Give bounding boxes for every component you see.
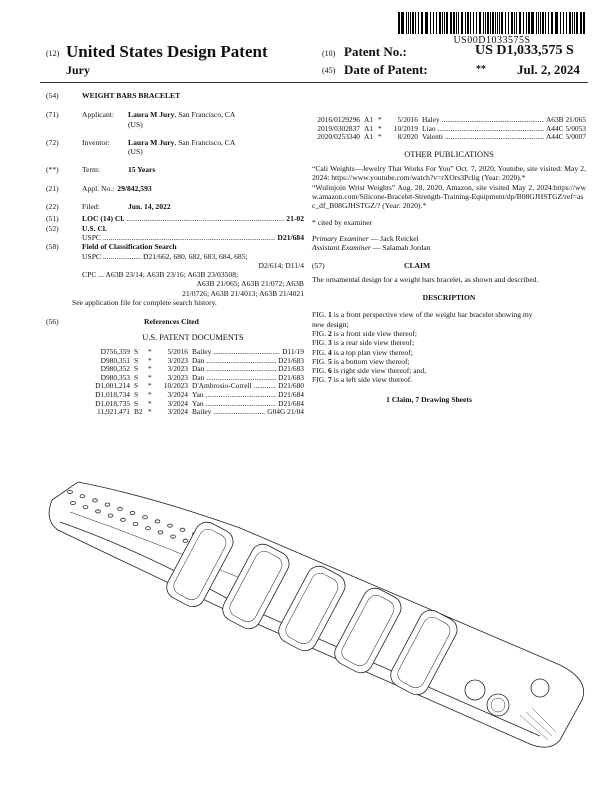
- ref-number: D1,018,734: [95, 389, 130, 399]
- barcode-bar: [505, 12, 506, 34]
- figure-description: FIG. 2 is a front side view thereof;: [312, 328, 418, 338]
- ref-class: D21/684: [278, 398, 304, 408]
- header-rule: [40, 82, 588, 83]
- code: (57): [312, 261, 325, 271]
- document-type: United States Design Patent: [66, 42, 268, 61]
- ref-star: *: [148, 389, 152, 399]
- ref-number: D1,018,735: [95, 398, 130, 408]
- barcode-bar: [433, 12, 434, 34]
- figure-description: FIG. 6 is right side view thereof; and,: [312, 366, 427, 376]
- barcode-bar: [430, 12, 432, 34]
- ref-kind: A1: [364, 132, 374, 142]
- code: (21): [46, 183, 59, 193]
- ref-class: A44C 5/0053: [545, 123, 586, 133]
- barcode-bar: [497, 12, 498, 34]
- barcode-bar: [526, 12, 527, 34]
- loc-value: 21-02: [286, 214, 304, 224]
- barcode-bar: [406, 12, 408, 34]
- ref-star: *: [148, 407, 152, 417]
- ref-star: *: [378, 123, 382, 133]
- ref-class: D21/680: [278, 381, 304, 391]
- barcode-bar: [436, 12, 437, 34]
- code: (71): [46, 110, 59, 120]
- barcode-bar: [581, 12, 582, 34]
- field-cpc-cont: 21/0726; A63B 21/4013; A63B 21/4021: [182, 288, 304, 298]
- claim-text: The ornamental design for a weight bars bracelet, as shown and described.: [312, 274, 539, 284]
- barcode-bar: [446, 12, 448, 34]
- ref-date: 3/2024: [167, 389, 188, 399]
- barcode-bar: [402, 12, 403, 34]
- inventor-name: Laura M Jury: [128, 137, 175, 147]
- ref-number: 2019/0302837: [317, 123, 360, 133]
- claims-summary: 1 Claim, 7 Drawing Sheets: [386, 394, 472, 404]
- barcode-bar: [576, 12, 578, 34]
- ref-kind: A1: [364, 115, 374, 124]
- applicant-label: Applicant:: [82, 110, 115, 120]
- ref-class: D21/683: [278, 372, 304, 382]
- barcode-bar: [483, 12, 484, 34]
- uspc-value: D21/684: [277, 232, 304, 242]
- uspc-label: USPC: [82, 232, 101, 242]
- loc-label: LOC (14) Cl.: [82, 214, 125, 224]
- reference-row: [312, 133, 586, 142]
- field-uspc-label: USPC: [82, 251, 101, 261]
- figure-description: FIG. 4 is a top plan view thereof;: [312, 347, 413, 357]
- publication: “Wulinjoin Wrist Weights” Aug. 28, 2020, Amazon, site visited May 2, 2024:https://www.amazon.com/Silicone-Bracelet-Strength-Training-Equipment/dp/B08GJHSTGZ/ref=asc_df_B08GJHSTGZ/? (Year: 2020).*: [312, 182, 586, 211]
- code: (56): [46, 317, 59, 327]
- primary-examiner: — Jack Reickel: [370, 233, 419, 243]
- barcode-bar: [542, 12, 544, 34]
- ref-date: 5/2016: [167, 346, 188, 356]
- barcode-bar: [545, 12, 546, 34]
- barcode-bar: [580, 12, 581, 34]
- code-45: (45): [322, 66, 336, 75]
- barcode-bar: [538, 12, 539, 34]
- barcode-bar: [410, 12, 411, 34]
- barcode-bar: [492, 12, 493, 34]
- ref-class: A44C 5/0007: [545, 132, 586, 142]
- barcode-bar: [451, 12, 452, 34]
- ref-name: Haley: [422, 115, 440, 124]
- ref-star: *: [148, 364, 152, 374]
- applicant-country: (US): [128, 119, 143, 129]
- snap-button: [531, 679, 549, 697]
- ref-name: Yan: [192, 398, 204, 408]
- cited-note: * cited by examiner: [312, 217, 373, 227]
- barcode-bar: [418, 12, 419, 34]
- term-value: 15 Years: [128, 165, 156, 175]
- barcode-bar: [439, 12, 441, 34]
- barcode-bar: [450, 12, 451, 34]
- applicant-name: Laura M Jury: [128, 110, 175, 120]
- ref-date: 5/2016: [397, 115, 418, 124]
- ref-class: G04G 21/04: [267, 407, 304, 417]
- references-list-cont: [312, 116, 586, 142]
- barcode-bar: [555, 12, 556, 34]
- references-list: [46, 348, 304, 417]
- ref-kind: S: [134, 372, 139, 382]
- barcode-bar: [501, 12, 503, 34]
- ref-star: *: [148, 346, 152, 356]
- barcode: [398, 12, 586, 34]
- ref-date: 3/2024: [167, 407, 188, 417]
- bracelet-drawing: [0, 470, 612, 792]
- barcode-bar: [479, 12, 481, 34]
- barcode-number: US00D1033575S: [453, 35, 531, 46]
- figure-description: FIG. 1 is a front perspective view of the weight bar bracelet showing my new design;: [312, 310, 533, 329]
- ref-kind: S: [134, 364, 139, 374]
- inventor-country: (US): [128, 147, 143, 157]
- ref-date: 3/2023: [167, 355, 188, 365]
- applicant-location: , San Francisco, CA: [174, 110, 236, 120]
- barcode-bar: [514, 12, 515, 34]
- ref-class: D21/683: [278, 355, 304, 365]
- barcode-bar: [548, 12, 549, 34]
- barcode-bar: [528, 12, 530, 34]
- ref-name: Dan: [192, 372, 205, 382]
- title: WEIGHT BARS BRACELET: [82, 91, 181, 100]
- primary-examiner-label: Primary Examiner: [312, 233, 369, 243]
- barcode-bar: [425, 12, 426, 34]
- inventor-location: , San Francisco, CA: [174, 137, 236, 147]
- code: (54): [46, 91, 59, 100]
- right-column: [312, 116, 586, 404]
- appl-number: 29/842,593: [117, 183, 152, 193]
- ref-number: D980,352: [100, 364, 130, 374]
- barcode-bar: [415, 12, 416, 34]
- barcode-bar: [519, 12, 521, 34]
- barcode-bar: [465, 12, 466, 34]
- ref-date: 10/2023: [163, 381, 188, 391]
- ref-date: 3/2024: [167, 398, 188, 408]
- ref-class: D21/684: [278, 389, 304, 399]
- ref-star: *: [378, 115, 382, 124]
- figure-description: FIG. 7 is a left side view thereof.: [312, 375, 413, 385]
- snap-button: [465, 680, 485, 700]
- claim-title: CLAIM: [404, 261, 431, 271]
- barcode-bar: [473, 12, 474, 34]
- ref-kind: B2: [134, 407, 143, 417]
- ref-number: 2020/0253340: [317, 132, 360, 142]
- barcode-bar: [401, 12, 402, 34]
- code: (**): [46, 165, 59, 175]
- barcode-bar: [583, 12, 585, 34]
- barcode-bar: [458, 12, 459, 34]
- barcode-bar: [456, 12, 457, 34]
- ref-star: *: [148, 398, 152, 408]
- assistant-examiner: — Salamah Jordan: [372, 243, 431, 253]
- filed-date: Jun. 14, 2022: [128, 202, 171, 212]
- barcode-bar: [461, 12, 463, 34]
- inventor-short: Jury: [66, 63, 90, 77]
- barcode-bar: [499, 12, 500, 34]
- barcode-bar: [408, 12, 409, 34]
- ref-number: 2016/0129296: [317, 115, 360, 124]
- code: (22): [46, 202, 59, 212]
- code-12: (12): [46, 49, 60, 58]
- barcode-bar: [453, 12, 455, 34]
- figure-description: FIG. 3 is a rear side view thereof;: [312, 338, 415, 348]
- barcode-bar: [444, 12, 445, 34]
- uscl-label: U.S. Cl.: [82, 223, 107, 233]
- ref-date: 3/2023: [167, 364, 188, 374]
- barcode-bar: [421, 12, 423, 34]
- field-uspc: D21/662, 680, 682, 683, 684, 685;: [143, 251, 248, 261]
- ref-star: *: [378, 132, 382, 142]
- ref-date: 10/2019: [393, 123, 418, 133]
- barcode-bar: [485, 12, 486, 34]
- ref-kind: S: [134, 389, 139, 399]
- publication: “Cali Weights—Jewelry That Works For You” Oct. 7, 2020, Youtube, site visited: May 2, 2024: https://www.youtube.com/watch?v=rXOrs3Pclig (Year: 2020).*: [312, 164, 586, 183]
- ref-name: Bailey: [192, 407, 212, 417]
- figure-list: [312, 310, 542, 384]
- barcode-bar: [442, 12, 443, 34]
- barcode-bar: [508, 12, 509, 34]
- barcode-bar: [566, 12, 567, 34]
- barcode-bar: [551, 12, 553, 34]
- barcode-bar: [476, 12, 477, 34]
- barcode-bar: [532, 12, 533, 34]
- ref-name: Liao: [422, 123, 436, 133]
- patent-number: US D1,033,575 S: [475, 43, 574, 58]
- ref-name: Dan: [192, 364, 205, 374]
- code: (58): [46, 242, 59, 252]
- ref-star: *: [148, 381, 152, 391]
- barcode-bar: [511, 12, 513, 34]
- barcode-bar: [467, 12, 468, 34]
- code: (51): [46, 214, 59, 224]
- reference-row: [46, 408, 304, 417]
- code-10: (10): [322, 49, 336, 58]
- patent-no-label: Patent No.:: [344, 44, 407, 59]
- ref-number: 11,921,471: [97, 407, 130, 417]
- barcode-bar: [536, 12, 538, 34]
- ref-kind: S: [134, 346, 139, 356]
- barcode-bar: [540, 12, 541, 34]
- ref-name: Bailey: [192, 346, 212, 356]
- barcode-bar: [531, 12, 532, 34]
- ref-name: Dan: [192, 355, 205, 365]
- barcode-bar: [563, 12, 564, 34]
- barcode-bar: [523, 12, 524, 34]
- ref-star: *: [148, 372, 152, 382]
- snap-button: [487, 694, 509, 716]
- ref-class: A63B 21/065: [545, 115, 586, 124]
- barcode-bar: [560, 12, 562, 34]
- ref-star: *: [148, 355, 152, 365]
- field-cpc-cont: A63B 21/065; A63B 21/072; A63B: [196, 279, 304, 289]
- figure-description: FIG. 5 is a bottom view thereof;: [312, 356, 410, 366]
- code: (72): [46, 137, 59, 147]
- date-marker: **: [476, 64, 486, 75]
- other-publications-title: OTHER PUBLICATIONS: [404, 149, 494, 159]
- ref-number: D1,001,214: [95, 381, 130, 391]
- ref-number: D756,359: [100, 346, 130, 356]
- patent-date: Jul. 2, 2024: [517, 62, 580, 77]
- field-label: Field of Classification Search: [82, 242, 177, 252]
- ref-number: D980,353: [100, 372, 130, 382]
- filed-label: Filed:: [82, 202, 100, 212]
- barcode-bar: [516, 12, 517, 34]
- inventor-label: Inventor:: [82, 137, 110, 147]
- ref-kind: A1: [364, 123, 374, 133]
- assistant-examiner-label: Assistant Examiner: [312, 243, 371, 253]
- ref-name: Yan: [192, 389, 204, 399]
- barcode-bar: [569, 12, 571, 34]
- code: (52): [46, 223, 59, 233]
- date-label: Date of Patent:: [344, 62, 428, 77]
- description-title: DESCRIPTION: [422, 293, 476, 303]
- barcode-bar: [495, 12, 497, 34]
- references-subtitle: U.S. PATENT DOCUMENTS: [142, 332, 244, 342]
- ref-kind: S: [134, 355, 139, 365]
- left-column: [46, 91, 304, 417]
- search-note: See application file for complete search history.: [72, 298, 217, 308]
- appl-label: Appl. No.:: [82, 183, 115, 193]
- ref-name: D'Ambrosio-Correll: [192, 381, 252, 391]
- field-cpc: CPC ... A63B 23/14; A63B 23/16; A63B 23/03508;: [82, 270, 239, 280]
- ref-class: D21/683: [278, 364, 304, 374]
- barcode-bar: [412, 12, 414, 34]
- ref-kind: S: [134, 398, 139, 408]
- ref-kind: S: [134, 381, 139, 391]
- barcode-bar: [556, 12, 557, 34]
- ref-name: Valenti: [422, 132, 443, 142]
- barcode-bar: [398, 12, 400, 34]
- barcode-bar: [572, 12, 573, 34]
- barcode-bar: [426, 12, 427, 34]
- barcode-bar: [574, 12, 575, 34]
- ref-class: D11/19: [282, 346, 304, 356]
- references-title: References Cited: [144, 317, 199, 327]
- barcode-bar: [487, 12, 489, 34]
- ref-number: D980,351: [100, 355, 130, 365]
- term-label: Term:: [82, 165, 101, 175]
- field-uspc-cont: D2/614; D11/4: [258, 260, 304, 270]
- barcode-bar: [490, 12, 491, 34]
- ref-date: 8/2020: [397, 132, 418, 142]
- ref-date: 3/2023: [167, 372, 188, 382]
- barcode-bar: [470, 12, 472, 34]
